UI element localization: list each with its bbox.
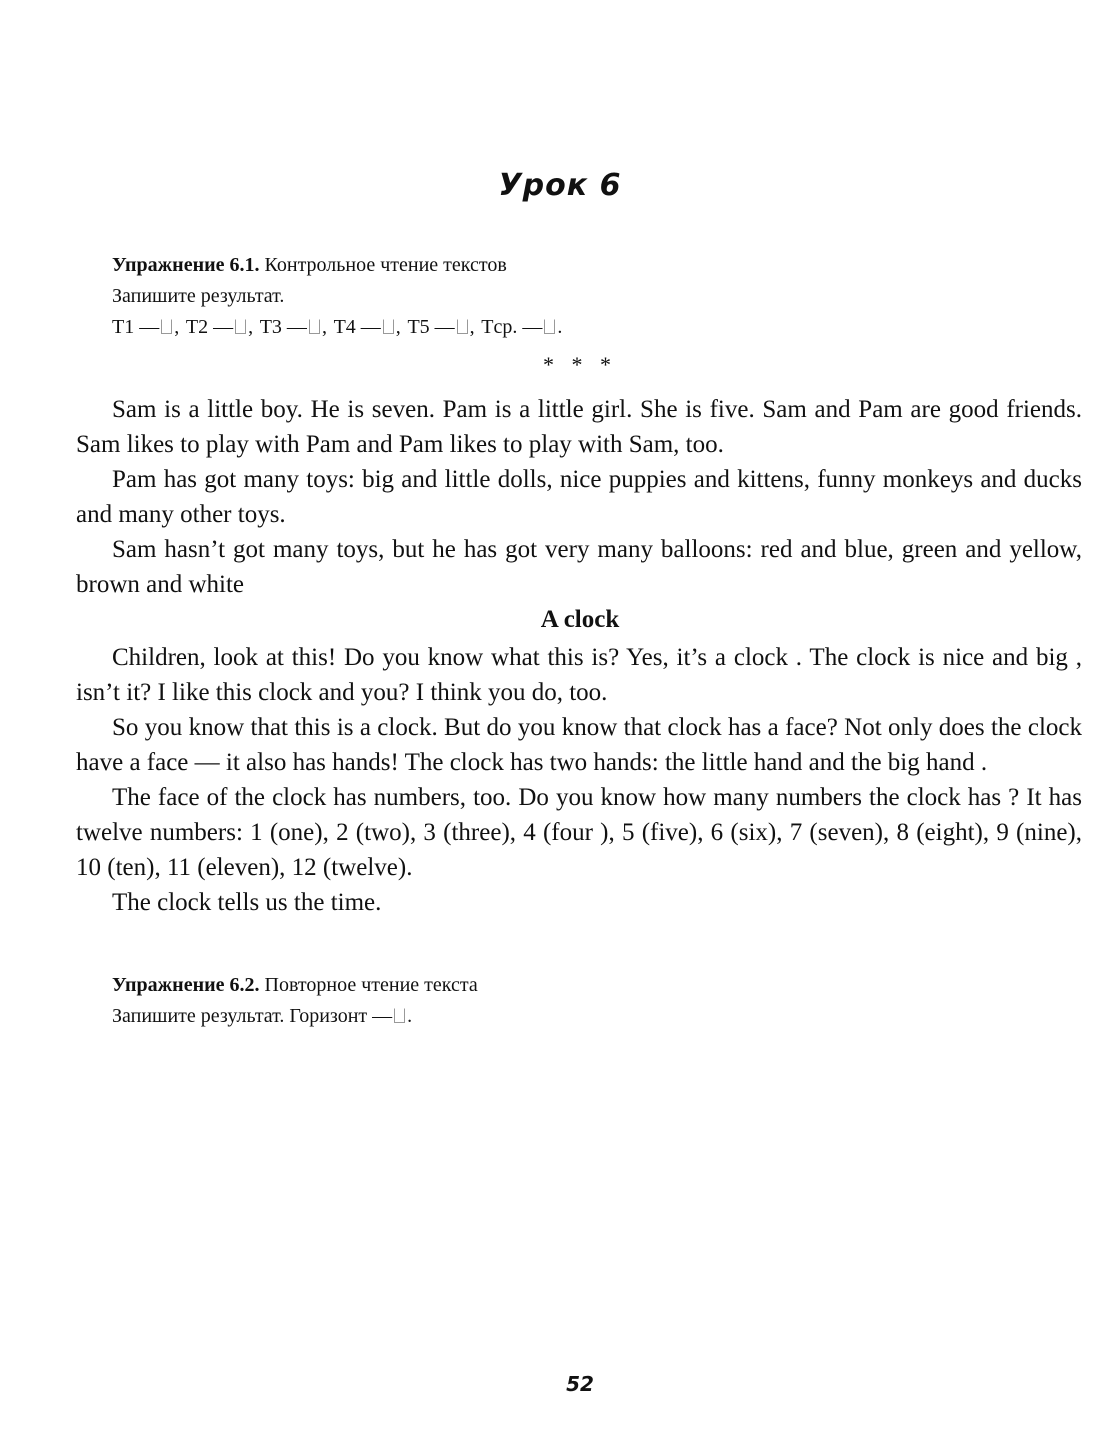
result-t1: T1 —: [112, 316, 160, 338]
answer-box[interactable]: [544, 319, 555, 334]
story-title: A clock: [540, 606, 620, 633]
story-paragraph: Pam has got many toys: big and little dolls, nice puppies and kittens, funny monkeys and ducks and many other toys.: [76, 466, 1082, 528]
exercise-title: Контрольное чтение текстов: [264, 254, 507, 276]
exercise-instruction: Запишите результат. Горизонт —: [112, 1005, 393, 1027]
results-line: T1 — , T2 — , T3 — , T4 — , T5 — , Tср. — .: [112, 316, 563, 338]
story-paragraph: The face of the clock has numbers, too. Do you know how many numbers the clock has ? It has twelve numbers: 1 (one), 2 (two), 3 (three), 4 (four ), 5 (five), 6 (six), 7 (seven), 8 (eight), 9 (nine), 10 (ten), 11 (eleven), 12 (twelve).: [76, 784, 1082, 881]
exercise-heading: [112, 970, 1072, 1001]
answer-box[interactable]: [394, 1008, 405, 1023]
exercise-number: Упражнение 6.2.: [112, 974, 260, 996]
exercise-6-2: [112, 970, 1072, 1032]
story-sam-and-pam: [76, 392, 1082, 602]
answer-box[interactable]: [309, 319, 320, 334]
exercise-heading: [112, 250, 1072, 281]
exercise-instruction-line: Запишите результат. Горизонт — .: [112, 1005, 413, 1027]
exercise-instruction: Запишите результат.: [112, 285, 285, 307]
exercise-title: Повторное чтение текста: [264, 974, 478, 996]
result-t5: T5 —: [407, 316, 455, 338]
section-separator: * * *: [543, 352, 617, 377]
story-paragraph: Sam hasn’t got many toys, but he has got very many balloons: red and blue, green and yellow, brown and white: [76, 536, 1082, 598]
result-tavg: Tср. —: [481, 316, 543, 338]
result-t3: T3 —: [259, 316, 307, 338]
page-number: 52: [566, 1372, 594, 1396]
exercise-number: Упражнение 6.1.: [112, 254, 260, 276]
answer-box[interactable]: [235, 319, 246, 334]
story-paragraph: So you know that this is a clock. But do you know that clock has a face? Not only does the clock have a face — it also has hands! The clock has two hands: the little hand and the big hand .: [76, 714, 1082, 776]
story-a-clock: [76, 640, 1082, 920]
answer-box[interactable]: [457, 319, 468, 334]
answer-box[interactable]: [383, 319, 394, 334]
story-paragraph: Sam is a little boy. He is seven. Pam is a little girl. She is five. Sam and Pam are good friends. Sam likes to play with Pam and Pam likes to play with Sam, too.: [76, 396, 1082, 458]
answer-box[interactable]: [161, 319, 172, 334]
result-t4: T4 —: [333, 316, 381, 338]
result-t2: T2 —: [185, 316, 234, 338]
page-title: Урок 6: [498, 168, 622, 203]
story-paragraph: Children, look at this! Do you know what this is? Yes, it’s a clock . The clock is nice and big , isn’t it? I like this clock and you? I think you do, too.: [76, 644, 1082, 706]
story-paragraph: The clock tells us the time.: [112, 889, 382, 916]
exercise-6-1: [112, 250, 1072, 343]
